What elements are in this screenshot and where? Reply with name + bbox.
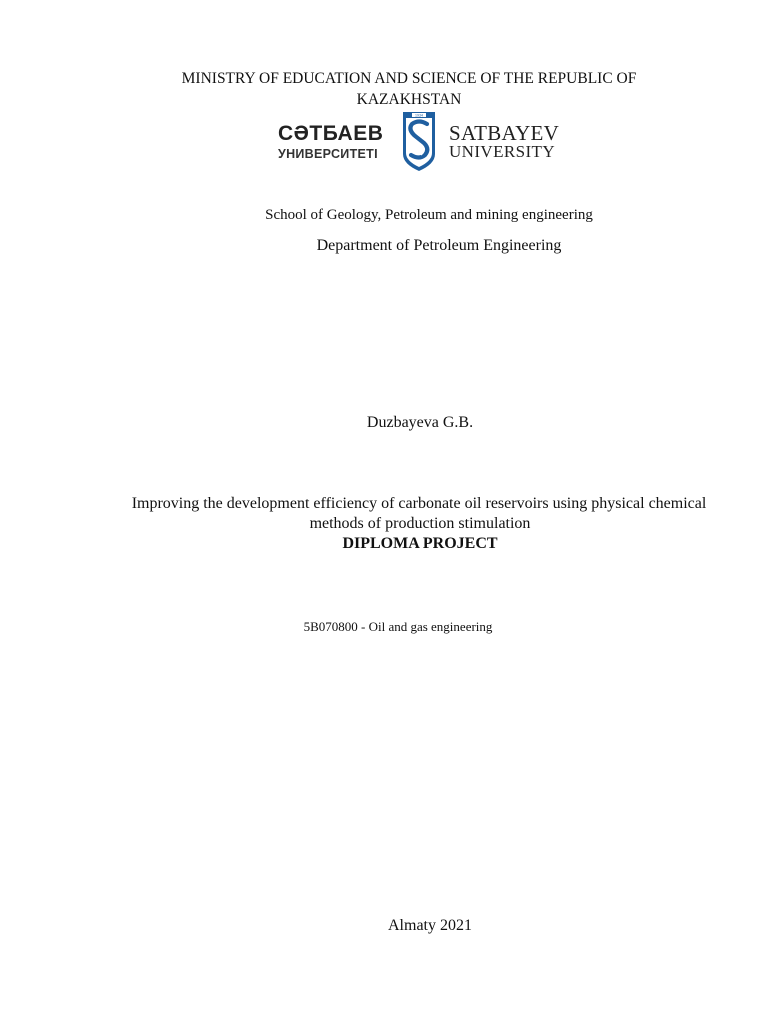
- city-year: Almaty 2021: [388, 917, 472, 934]
- ministry-heading-line2: KAZAKHSTAN: [356, 91, 462, 108]
- logo-kazakh-subtitle: УНИВЕРСИТЕТІ: [278, 147, 378, 161]
- university-emblem-icon: [400, 110, 438, 172]
- work-type: DIPLOMA PROJECT: [342, 535, 498, 552]
- logo-kazakh-name: СӘТБАЕВ: [278, 122, 384, 145]
- author-name: Duzbayeva G.B.: [366, 414, 474, 431]
- ministry-heading-line1: MINISTRY OF EDUCATION AND SCIENCE OF THE REPUBLIC OF: [181, 70, 637, 87]
- emblem-year: 1934: [415, 113, 423, 118]
- logo-english-subtitle: UNIVERSITY: [449, 142, 555, 161]
- thesis-title-line1: Improving the development efficiency of carbonate oil reservoirs using physical chemical: [131, 495, 707, 512]
- department-name: Department of Petroleum Engineering: [316, 237, 562, 254]
- specialty-code: 5B070800 - Oil and gas engineering: [303, 619, 493, 634]
- logo-english-name: SATBAYEV: [449, 121, 560, 145]
- school-name: School of Geology, Petroleum and mining engineering: [265, 207, 593, 223]
- thesis-title-line2: methods of production stimulation: [309, 515, 531, 532]
- university-logo: [276, 110, 562, 172]
